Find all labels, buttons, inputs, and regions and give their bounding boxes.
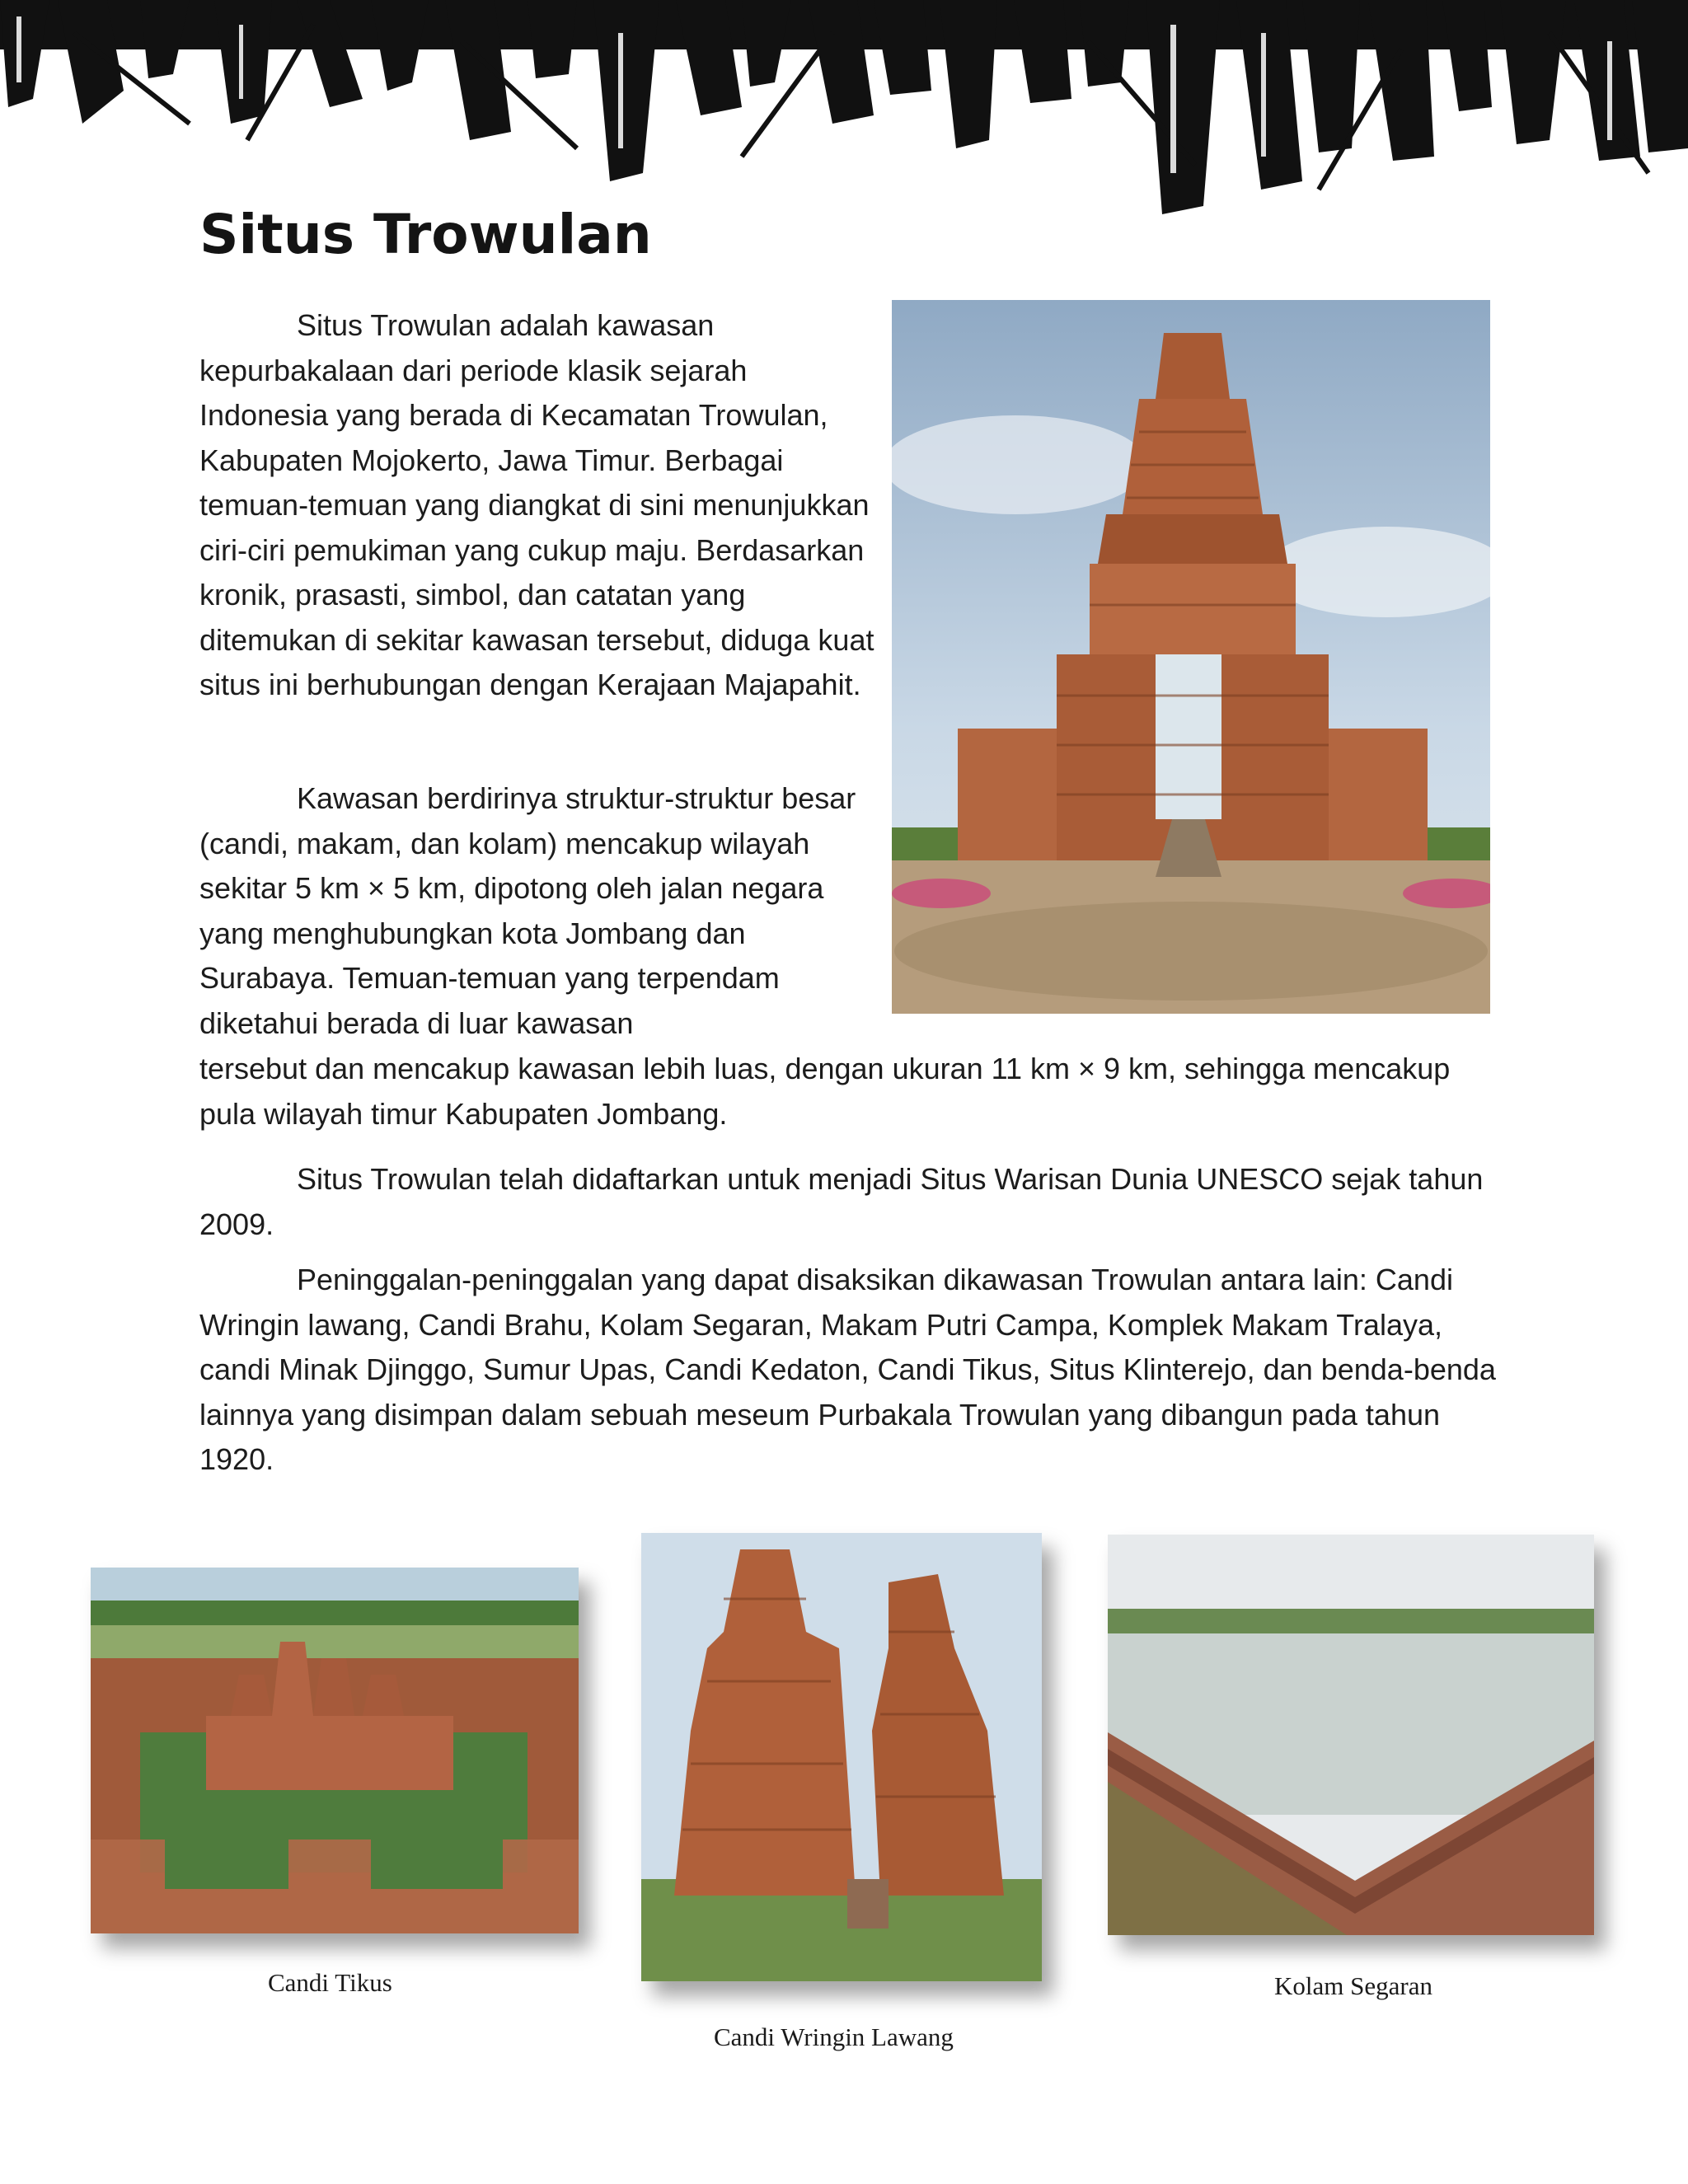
paragraph-relics-text: Peninggalan-peninggalan yang dapat disaksikan dikawasan Trowulan antara lain: Candi Wringin lawang, Candi Brahu, Kolam Segaran, Makam Putri Campa, Komplek Makam Tralaya, candi Minak Djinggo, Sumur Upas, Candi Kedaton, Candi Tikus, Situs Klinterejo, dan benda-benda lainnya yang disimpan dalam sebuah meseum Purbakala Trowulan yang dibangun pada tahun 1920. xyxy=(199,1263,1496,1476)
paragraph-area-continued: tersebut dan mencakup kawasan lebih luas, dengan ukuran 11 km × 9 km, sehingga mencakup pula wilayah timur Kabupaten Jombang. xyxy=(199,1052,1451,1131)
paragraph-unesco xyxy=(199,1157,1500,1247)
woodcut-forest-banner xyxy=(0,0,1688,231)
paragraph-intro-text: Situs Trowulan adalah kawasan kepurbakalaan dari periode klasik sejarah Indonesia yang berada di Kecamatan Trowulan, Kabupaten Mojokerto, Jawa Timur. Berbagai temuan-temuan yang diangkat di sini menunjukkan ciri-ciri pemukiman yang cukup maju. Berdasarkan kronik, prasasti, simbol, dan catatan yang ditemukan di sekitar kawasan tersebut, diduga kuat situs ini berhubungan dengan Kerajaan Majapahit. xyxy=(199,308,874,701)
page-title: Situs Trowulan xyxy=(199,203,652,266)
paragraph-area xyxy=(199,776,877,1046)
paragraph-area-text: Kawasan berdirinya struktur-struktur besar (candi, makam, dan kolam) mencakup wilayah sekitar 5 km × 5 km, dipotong oleh jalan negara yang menghubungkan kota Jombang dan Surabaya. Temuan-temuan yang terpendam diketahui berada di luar kawasan xyxy=(199,781,856,1040)
caption-candi-tikus: Candi Tikus xyxy=(268,1968,392,1997)
caption-candi-wringin-lawang: Candi Wringin Lawang xyxy=(714,2022,954,2051)
paragraph-intro xyxy=(199,303,877,708)
paragraph-relics xyxy=(199,1258,1500,1483)
paragraph-unesco-text: Situs Trowulan telah didaftarkan untuk menjadi Situs Warisan Dunia UNESCO sejak tahun 2009. xyxy=(199,1162,1484,1241)
candi-wringin-lawang-photo xyxy=(641,1533,1042,1981)
candi-tikus-photo xyxy=(91,1568,579,1933)
kolam-segaran-photo xyxy=(1108,1535,1594,1935)
temple-gate-photo xyxy=(892,300,1490,1014)
caption-kolam-segaran: Kolam Segaran xyxy=(1274,1971,1432,2000)
